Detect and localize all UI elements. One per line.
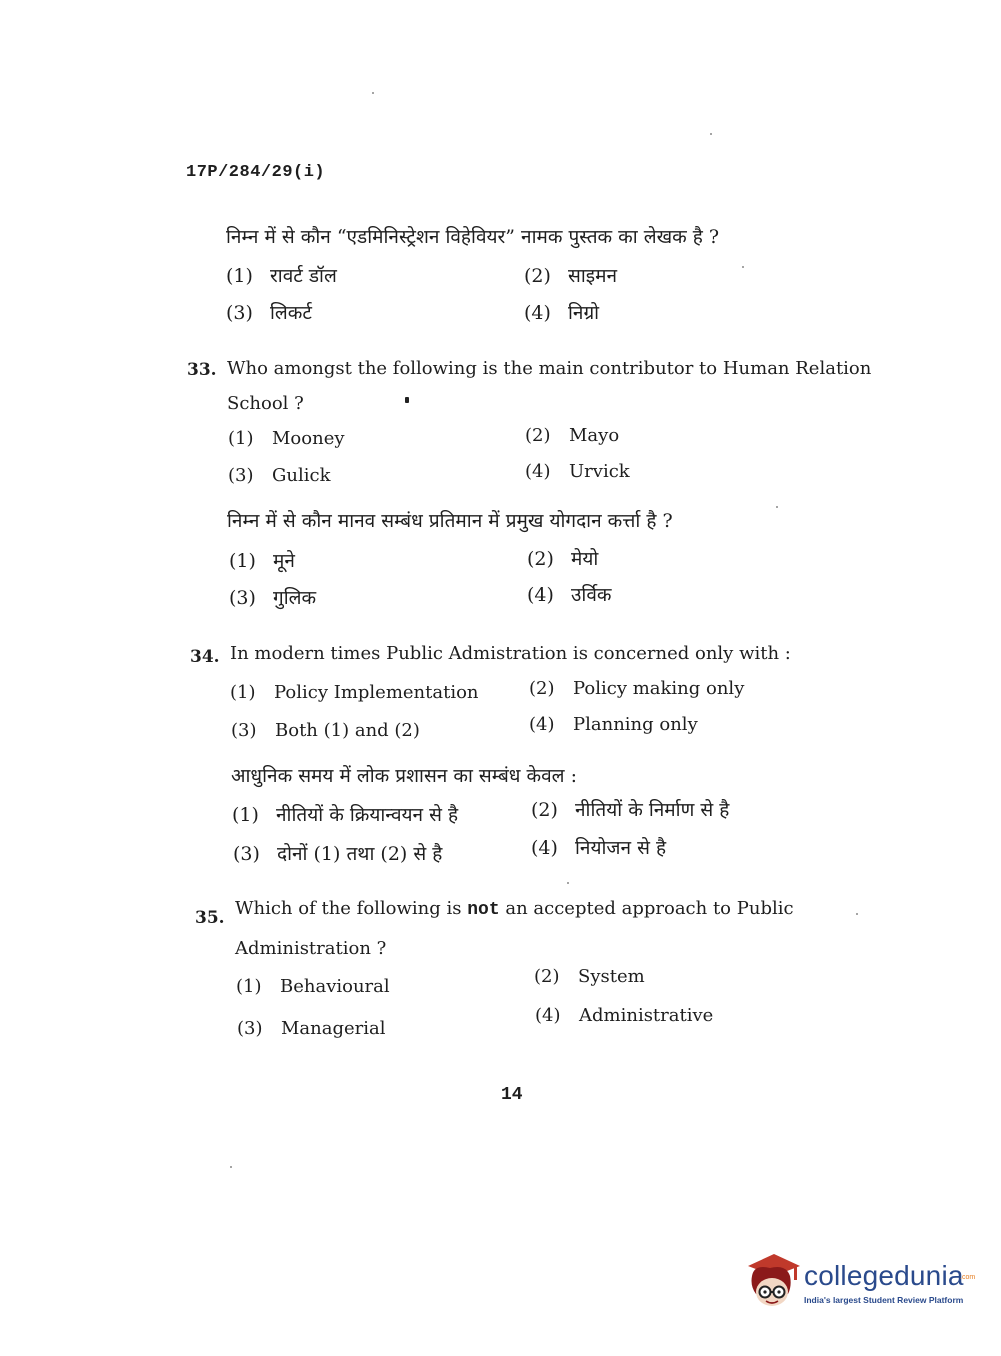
option-2: (2) Mayo	[525, 425, 620, 446]
option-1: (1) Mooney	[228, 428, 345, 449]
scan-mark	[742, 266, 744, 268]
page-number: 14	[501, 1085, 523, 1105]
question-text-line-2: School ?	[227, 393, 304, 414]
paper-code: 17P/284/29(i)	[186, 163, 326, 182]
option-4: (4) निग्रो	[524, 302, 600, 324]
option-4: (4) Planning only	[529, 714, 698, 735]
brand-name: collegedunia	[804, 1260, 964, 1291]
question-text-line-1: Who amongst the following is the main contributor to Human Relation	[227, 358, 872, 379]
scan-mark	[710, 133, 712, 135]
option-3: (3) Both (1) and (2)	[231, 720, 420, 741]
option-3: (3) Gulick	[228, 465, 331, 486]
question-number: 33.	[187, 360, 217, 380]
option-3: (3) लिकर्ट	[226, 302, 312, 324]
option-1: (1) Policy Implementation	[230, 682, 479, 703]
scan-mark	[856, 913, 858, 915]
option-1: (1) Behavioural	[236, 976, 390, 997]
hindi-option-1: (1) मूने	[229, 550, 295, 572]
option-2: (2) System	[534, 966, 645, 987]
option-2: (2) Policy making only	[529, 678, 745, 699]
hindi-option-3: (3) दोनों (1) तथा (2) से है	[233, 843, 443, 865]
option-1: (1) रावर्ट डॉल	[226, 265, 337, 287]
option-3: (3) Managerial	[237, 1018, 386, 1039]
question-text-hindi: आधुनिक समय में लोक प्रशासन का सम्बंध केवल :	[231, 765, 578, 787]
question-number: 35.	[195, 908, 225, 928]
hindi-option-3: (3) गुलिक	[229, 587, 317, 609]
scan-mark	[567, 882, 569, 884]
option-4: (4) Administrative	[535, 1005, 714, 1026]
hindi-option-4: (4) उर्विक	[527, 584, 612, 606]
emphasis-not: not	[467, 900, 500, 920]
scan-mark	[372, 92, 374, 94]
brand-tagline: India's largest Student Review Platform	[804, 1295, 964, 1305]
question-text-line-2: Administration ?	[235, 938, 387, 959]
scan-mark	[405, 397, 409, 403]
scan-mark	[776, 506, 778, 508]
scan-mark	[230, 1166, 232, 1168]
question-text-line-1: Which of the following is not an accepted approach to Public	[235, 898, 794, 920]
question-text: In modern times Public Admistration is concerned only with :	[230, 643, 791, 664]
question-text-hindi: निम्न में से कौन “एडमिनिस्ट्रेशन विहेवियर” नामक पुस्तक का लेखक है ?	[226, 226, 720, 248]
mascot-icon	[744, 1250, 802, 1312]
collegedunia-watermark	[744, 1250, 974, 1320]
brand-dotcom: .com	[960, 1274, 976, 1281]
option-2: (2) साइमन	[524, 265, 618, 287]
option-4: (4) Urvick	[525, 461, 630, 482]
question-text-hindi: निम्न में से कौन मानव सम्बंध प्रतिमान में प्रमुख योगदान कर्त्ता है ?	[227, 510, 673, 532]
hindi-option-4: (4) नियोजन से है	[531, 837, 667, 859]
hindi-option-2: (2) मेयो	[527, 548, 599, 570]
hindi-option-2: (2) नीतियों के निर्माण से है	[531, 799, 730, 821]
hindi-option-1: (1) नीतियों के क्रियान्वयन से है	[232, 804, 459, 826]
question-number: 34.	[190, 647, 220, 667]
